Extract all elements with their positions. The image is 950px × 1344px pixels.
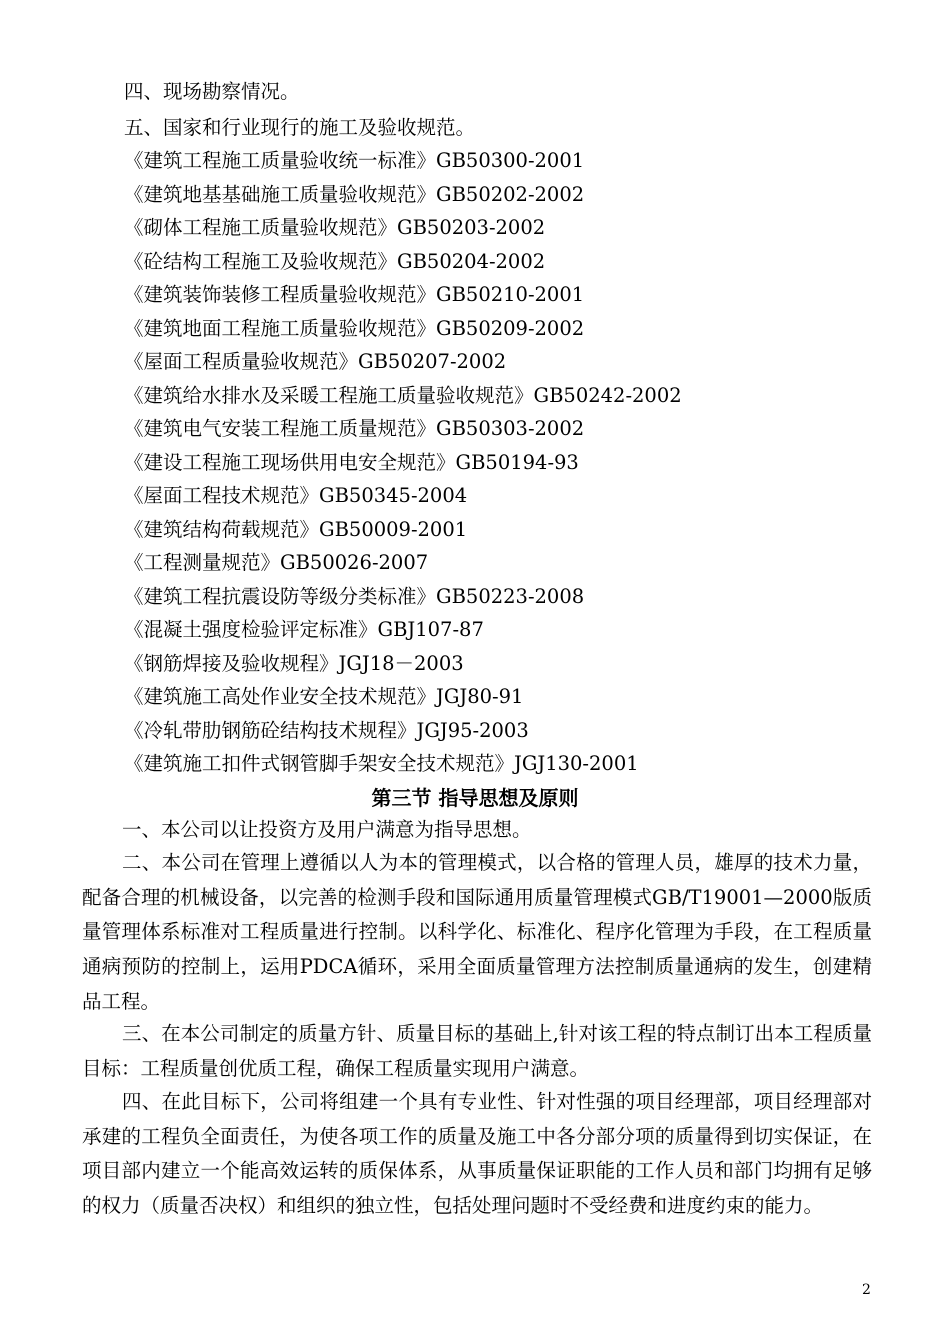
list-item: 《建筑装饰装修工程质量验收规范》GB50210-2001 <box>124 283 585 306</box>
list-item: 《冷轧带肋钢筋砼结构技术规程》JGJ95-2003 <box>124 719 529 742</box>
heading-site-survey: 四、现场勘察情况。 <box>124 80 300 103</box>
list-item: 《屋面工程质量验收规范》GB50207-2002 <box>124 350 507 373</box>
list-item: 《建设工程施工现场供用电安全规范》GB50194-93 <box>124 451 579 474</box>
list-item: 《砼结构工程施工及验收规范》GB50204-2002 <box>124 250 546 273</box>
list-item: 《屋面工程技术规范》GB50345-2004 <box>124 484 468 507</box>
list-item: 《建筑地面工程施工质量验收规范》GB50209-2002 <box>124 317 585 340</box>
paragraph-guiding-idea: 一、本公司以让投资方及用户满意为指导思想。 <box>122 818 532 841</box>
list-item: 《建筑结构荷载规范》GB50009-2001 <box>124 518 468 541</box>
list-item: 《建筑给水排水及采暖工程施工质量验收规范》GB50242-2002 <box>124 384 682 407</box>
paragraph-management-model: 二、本公司在管理上遵循以人为本的管理模式，以合格的管理人员，雄厚的技术力量，配备合理的机械设备，以完善的检测手段和国际通用质量管理模式GB/T19001—2000版质量管理体系标准对工程质量进行控制。以科学化、标准化、程序化管理为手段，在工程质量通病预防的控制上，运用PDCA循环，采用全面质量管理方法控制质量通病的发生，创建精品工程。 <box>82 851 872 1013</box>
page-number: 2 <box>862 1282 871 1298</box>
list-item: 《工程测量规范》GB50026-2007 <box>124 551 429 574</box>
list-item: 《建筑工程施工质量验收统一标准》GB50300-2001 <box>124 149 585 172</box>
heading-standards: 五、国家和行业现行的施工及验收规范。 <box>124 116 476 139</box>
list-item: 《建筑施工高处作业安全技术规范》JGJ80-91 <box>124 685 524 708</box>
list-item: 《砌体工程施工质量验收规范》GB50203-2002 <box>124 216 546 239</box>
section-title: 第三节 指导思想及原则 <box>371 786 579 810</box>
list-item: 《建筑电气安装工程施工质量规范》GB50303-2002 <box>124 417 585 440</box>
list-item: 《建筑施工扣件式钢管脚手架安全技术规范》JGJ130-2001 <box>124 752 639 775</box>
list-item: 《钢筋焊接及验收规程》JGJ18－2003 <box>124 652 464 675</box>
paragraph-quality-target: 三、在本公司制定的质量方针、质量目标的基础上,针对该工程的特点制订出本工程质量目标：工程质量创优质工程，确保工程质量实现用户满意。 <box>82 1022 872 1080</box>
list-item: 《混凝土强度检验评定标准》GBJ107-87 <box>124 618 484 641</box>
paragraph-project-department: 四、在此目标下，公司将组建一个具有专业性、针对性强的项目经理部，项目经理部对承建的工程负全面责任，为使各项工作的质量及施工中各分部分项的质量得到切实保证，在项目部内建立一个能高效运转的质保体系，从事质量保证职能的工作人员和部门均拥有足够的权力（质量否决权）和组织的独立性，包括处理问题时不受经费和进度约束的能力。 <box>82 1090 872 1218</box>
list-item: 《建筑地基基础施工质量验收规范》GB50202-2002 <box>124 183 585 206</box>
list-item: 《建筑工程抗震设防等级分类标准》GB50223-2008 <box>124 585 585 608</box>
